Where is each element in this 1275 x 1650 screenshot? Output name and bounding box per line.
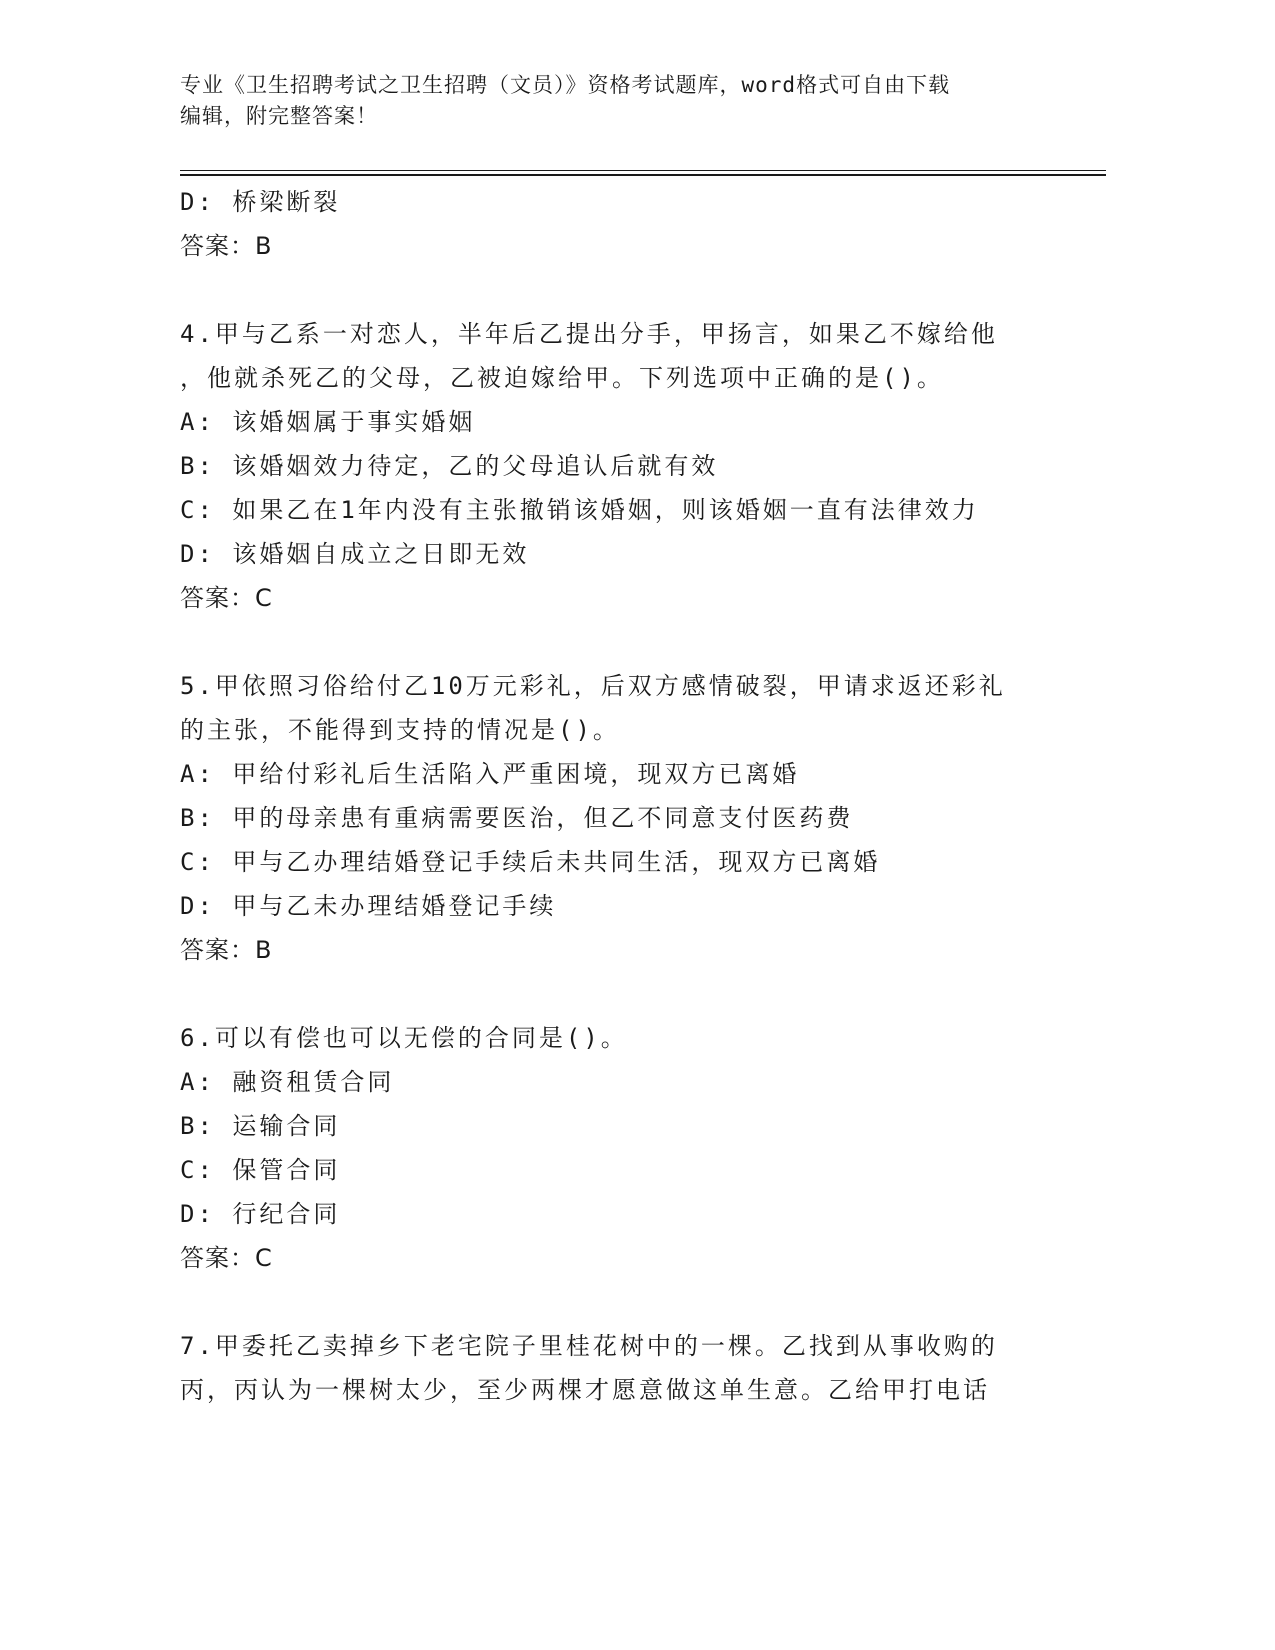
question-stem: ，他就杀死乙的父母，乙被迫嫁给甲。下列选项中正确的是()。 — [180, 364, 944, 392]
question-3-tail — [180, 180, 1120, 268]
header-line-1: 专业《卫生招聘考试之卫生招聘（文员）》资格考试题库，word格式可自由下载 — [180, 73, 951, 97]
option-a: A: 甲给付彩礼后生活陷入严重困境，现双方已离婚 — [180, 760, 800, 788]
question-stem: 丙，丙认为一棵树太少，至少两棵才愿意做这单生意。乙给甲打电话 — [180, 1376, 990, 1404]
spacer — [180, 1280, 1120, 1324]
answer-line: 答案：C — [180, 584, 273, 612]
answer-line: 答案：B — [180, 936, 273, 964]
option-c: C: 甲与乙办理结婚登记手续后未共同生活，现双方已离婚 — [180, 848, 881, 876]
question-stem: 的主张，不能得到支持的情况是()。 — [180, 716, 620, 744]
option-d: D: 行纪合同 — [180, 1200, 341, 1228]
option-a: A: 融资租赁合同 — [180, 1068, 395, 1096]
option-b: B: 甲的母亲患有重病需要医治，但乙不同意支付医药费 — [180, 804, 854, 832]
header-divider-thick — [180, 174, 1106, 176]
question-4 — [180, 312, 1120, 620]
option-b: B: 该婚姻效力待定，乙的父母追认后就有效 — [180, 452, 719, 480]
question-5 — [180, 664, 1120, 972]
question-stem: 6.可以有偿也可以无偿的合同是()。 — [180, 1024, 628, 1052]
spacer — [180, 972, 1120, 1016]
question-stem: 4.甲与乙系一对恋人，半年后乙提出分手，甲扬言，如果乙不嫁给他 — [180, 320, 998, 348]
option-d: D: 该婚姻自成立之日即无效 — [180, 540, 530, 568]
question-stem: 7.甲委托乙卖掉乡下老宅院子里桂花树中的一棵。乙找到从事收购的 — [180, 1332, 998, 1360]
answer-line: 答案：C — [180, 1244, 273, 1272]
header-divider-thin — [180, 170, 1106, 171]
question-content — [180, 180, 1120, 1412]
option-a: A: 该婚姻属于事实婚姻 — [180, 408, 476, 436]
option-c: C: 保管合同 — [180, 1156, 341, 1184]
option-d: D: 甲与乙未办理结婚登记手续 — [180, 892, 557, 920]
answer-line: 答案：B — [180, 232, 273, 260]
spacer — [180, 620, 1120, 664]
question-6 — [180, 1016, 1120, 1280]
option-c: C: 如果乙在1年内没有主张撤销该婚姻，则该婚姻一直有法律效力 — [180, 496, 979, 524]
question-stem: 5.甲依照习俗给付乙10万元彩礼，后双方感情破裂，甲请求返还彩礼 — [180, 672, 1006, 700]
spacer — [180, 268, 1120, 312]
option-b: B: 运输合同 — [180, 1112, 341, 1140]
option-d: D: 桥梁断裂 — [180, 188, 341, 216]
document-header — [180, 70, 1060, 132]
header-line-2: 编辑，附完整答案！ — [180, 104, 378, 128]
question-7 — [180, 1324, 1120, 1412]
